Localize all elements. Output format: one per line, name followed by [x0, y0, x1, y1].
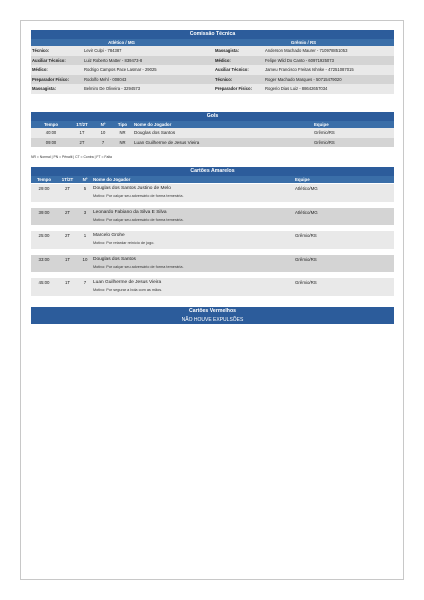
home-team-label: Atlético / MG — [108, 40, 135, 45]
comissao-away-label: Técnico: — [215, 76, 233, 82]
amarelo-nome: Leonardo Fabiano da Silva E Silva — [93, 209, 167, 215]
gol-nome: Luan Guilherme de Jesus Vieira — [134, 139, 200, 145]
gol-tempo: 09:00 — [45, 139, 57, 145]
gols-row — [31, 128, 394, 138]
amarelos-col-tempo: Tempo — [36, 177, 52, 182]
comissao-home-label: Técnico: — [32, 48, 50, 53]
comissao-rows — [31, 46, 394, 94]
amarelos-rows — [31, 184, 394, 297]
amarelo-equipe: Grêmio/RS — [295, 256, 317, 262]
away-team-label: Grêmio / RS — [290, 40, 317, 45]
comissao-tecnica-section — [31, 30, 394, 94]
sumula-page — [20, 20, 404, 580]
comissao-home-value: Levir Culpi - 784387 — [84, 48, 122, 53]
gols-col-tipo: Tipo — [117, 122, 128, 127]
gols-title: Gols — [31, 112, 394, 121]
amarelo-card-block — [31, 231, 394, 250]
comissao-away-value: Anderson Machado Maurer - 710978851053 — [265, 48, 348, 53]
gol-nome: Douglas dos Santos — [134, 130, 176, 135]
gols-legend: NR = Normal | PN = Pênalti | CT = Contra | FT = Falta — [31, 155, 112, 159]
amarelos-col-equipe: Equipe — [295, 177, 310, 182]
gol-equipe: Grêmio/RS — [314, 130, 335, 135]
gols-section — [31, 112, 394, 147]
amarelo-num: 3 — [83, 209, 87, 215]
amarelo-motivo: Motivo: Por retardar reinício de jogo. — [93, 241, 155, 245]
amarelo-t: 2T — [64, 186, 71, 191]
comissao-away-value: Felipe Wild Do Canto - 60971925073 — [265, 57, 334, 63]
amarelo-card-block — [31, 184, 394, 203]
amarelo-nome: Luan Guilherme de Jesus Vieira — [93, 280, 162, 285]
amarelo-equipe: Grêmio/RS — [295, 233, 317, 238]
gol-equipe: Grêmio/RS — [314, 139, 335, 145]
amarelo-row — [31, 278, 394, 288]
amarelo-tempo: 45:00 — [38, 280, 50, 285]
comissao-home-label: Preparador Físico: — [32, 76, 70, 82]
amarelo-motivo: Motivo: Por calçar seu adversário de forma temerária. — [93, 194, 184, 198]
amarelo-num: 10 — [82, 256, 88, 262]
amarelo-equipe: Atlético/MG — [295, 209, 318, 215]
amarelo-t: 1T — [64, 280, 71, 285]
amarelo-row — [31, 208, 394, 218]
amarelo-t: 2T — [64, 233, 71, 238]
comissao-home-label: Auxiliar Técnico: — [32, 57, 66, 63]
amarelo-nome: Douglas dos Santos Justino de Melo — [93, 186, 171, 191]
amarelo-motivo: Motivo: Por segurar a bola com as mãos. — [93, 288, 163, 292]
amarelo-tempo: 29:00 — [38, 186, 50, 191]
gol-num: 7 — [101, 139, 105, 145]
amarelos-col-t: 1T/2T — [61, 177, 74, 182]
comissao-away-label: Médico: — [215, 57, 231, 63]
amarelo-row — [31, 255, 394, 265]
amarelo-num: 1 — [83, 233, 87, 238]
amarelo-nome: Douglas dos Santos — [93, 256, 136, 262]
amarelo-motivo: Motivo: Por calçar seu adversário de forma temerária. — [93, 217, 184, 222]
gols-col-nome: Nome do Jogador — [134, 122, 172, 127]
amarelo-row — [31, 184, 394, 194]
amarelo-t: 1T — [64, 256, 71, 262]
amarelos-col-num: Nº — [82, 177, 88, 182]
amarelo-card-block — [31, 208, 394, 227]
comissao-row — [31, 46, 394, 56]
gols-col-t: 1T/2T — [76, 122, 88, 127]
comissao-home-label: Massagista: — [32, 86, 56, 91]
gol-tipo: NR — [119, 130, 126, 135]
amarelo-equipe: Grêmio/RS — [295, 280, 317, 285]
gols-header-row — [31, 121, 394, 128]
amarelo-equipe: Atlético/MG — [295, 186, 318, 191]
comissao-home-value: Rodolfo Mehl - 008043 — [84, 76, 127, 82]
amarelos-header-row — [31, 176, 394, 183]
comissao-home-value: Luiz Roberto Matter - 839473-8 — [84, 57, 143, 63]
amarelo-motivo: Motivo: Por calçar seu adversário de forma temerária. — [93, 264, 184, 269]
comissao-away-label: Massagista: — [215, 48, 239, 53]
gol-num: 10 — [100, 130, 106, 135]
comissao-team-header — [31, 39, 394, 46]
comissao-row — [31, 65, 394, 75]
gol-t: 2T — [79, 139, 85, 145]
amarelo-t: 2T — [64, 209, 71, 215]
comissao-row — [31, 75, 394, 85]
comissao-title: Comissão Técnica — [31, 30, 394, 39]
amarelo-num: 5 — [83, 186, 87, 191]
gols-rows — [31, 128, 394, 147]
comissao-away-label: Auxiliar Técnico: — [215, 67, 249, 72]
comissao-away-value: Roger Machado Marques - 50715479020 — [265, 76, 342, 82]
comissao-home-label: Médico: — [32, 67, 48, 72]
gols-col-num: Nº — [100, 122, 106, 127]
comissao-home-value: Belmiro De Oliveira - 3294573 — [84, 86, 141, 91]
amarelos-col-nome: Nome do Jogador — [93, 177, 131, 182]
vermelhos-title: Cartões Vermelhos — [31, 307, 394, 316]
cartoes-amarelos-section — [31, 167, 394, 297]
comissao-row — [31, 56, 394, 66]
gols-col-equipe: Equipe — [314, 122, 329, 127]
cartoes-vermelhos-section — [31, 307, 394, 324]
vermelhos-message: NÃO HOUVE EXPULSÕES — [31, 316, 394, 324]
gol-t: 1T — [79, 130, 85, 135]
amarelo-row — [31, 231, 394, 241]
amarelo-tempo: 39:00 — [38, 209, 50, 215]
amarelo-nome: Marcelo Grohe — [93, 233, 125, 238]
comissao-home-value: Rodrigo Campos Pace Lasmar - 29025 — [84, 67, 157, 72]
gols-col-tempo: Tempo — [43, 122, 59, 127]
gol-tipo: NR — [119, 139, 126, 145]
amarelo-tempo: 25:00 — [38, 233, 50, 238]
comissao-away-label: Preparador Físico: — [215, 86, 253, 91]
amarelo-card-block — [31, 278, 394, 297]
gol-tempo: 40:00 — [45, 130, 57, 135]
amarelo-card-block — [31, 255, 394, 274]
comissao-away-value: Jameu Francisco Freitas Ishnke - 47251087015 — [265, 67, 354, 72]
amarelo-num: 7 — [83, 280, 87, 285]
amarelo-tempo: 33:00 — [38, 256, 50, 262]
comissao-away-value: Rogerio Dias Luiz - 88642657034 — [265, 86, 328, 91]
gols-row — [31, 138, 394, 148]
comissao-row — [31, 84, 394, 94]
amarelos-title: Cartões Amarelos — [31, 167, 394, 176]
